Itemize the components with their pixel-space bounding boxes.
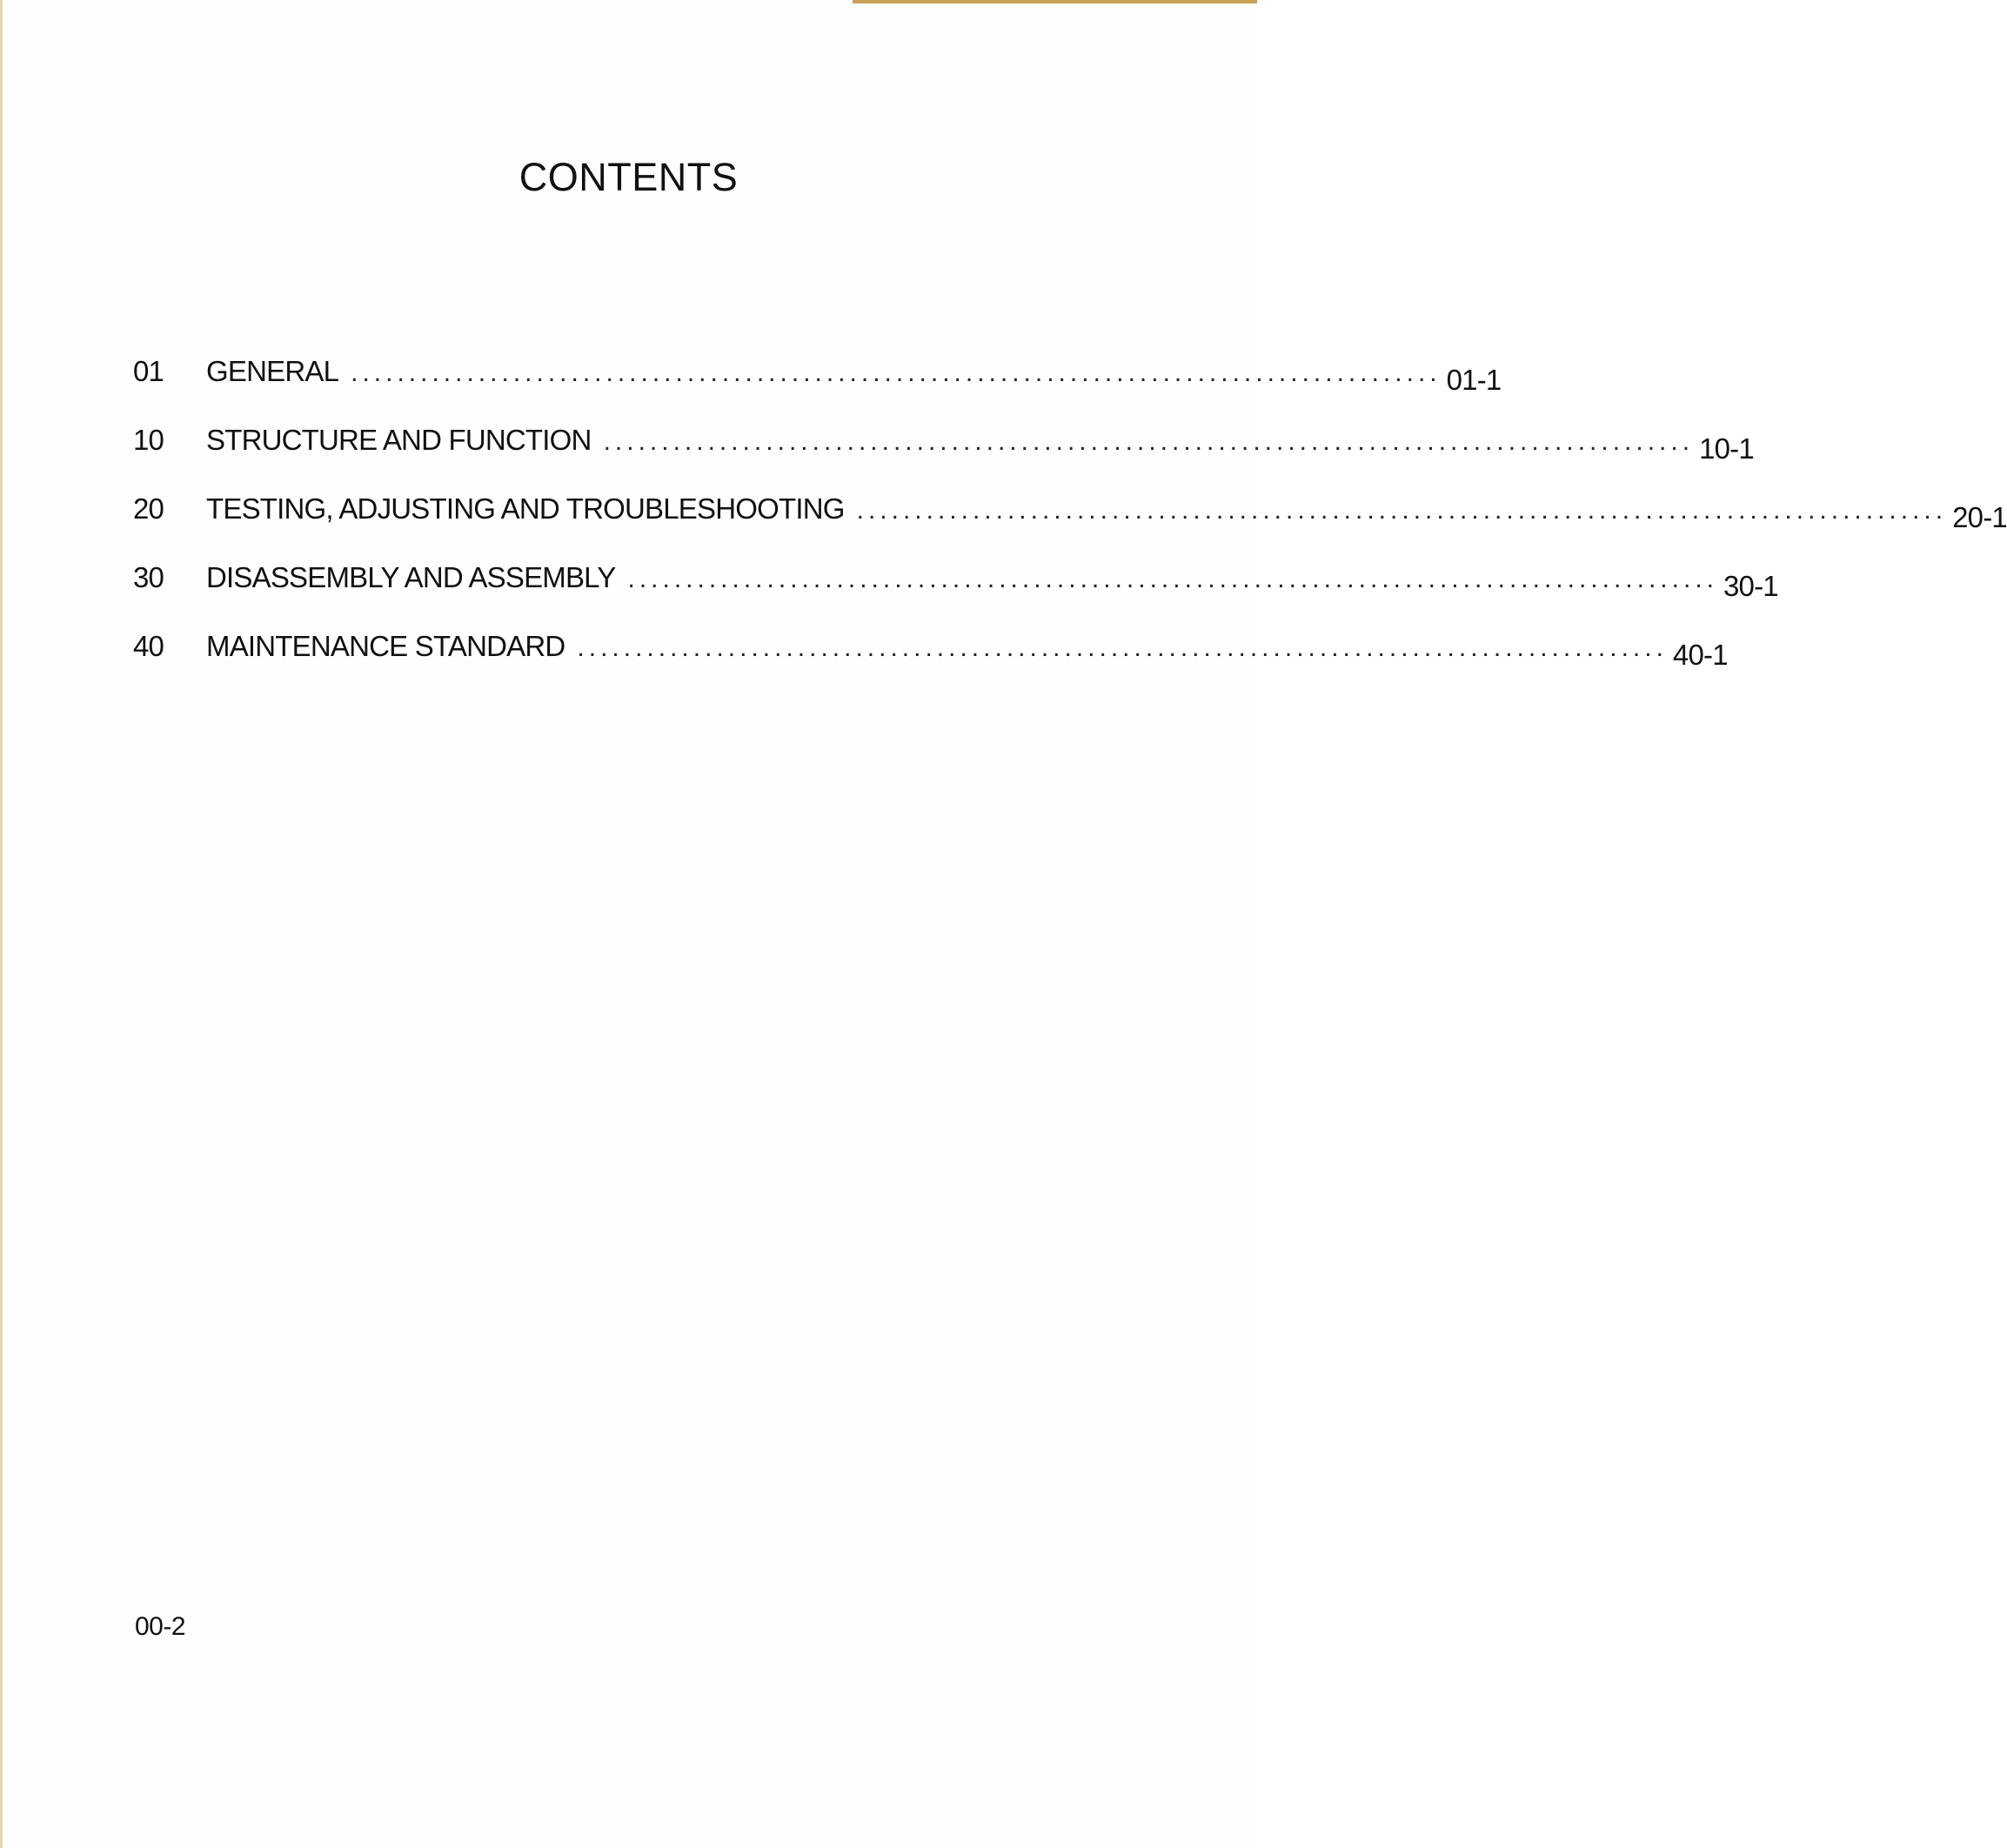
toc-entry-page: 40-1 <box>1672 639 1728 671</box>
page-edge-top <box>853 0 1257 3</box>
page-title: CONTENTS <box>518 155 739 199</box>
toc-entry-number: 10 <box>133 424 164 456</box>
toc-entry-page: 10-1 <box>1699 432 1754 465</box>
toc-entry-general <box>133 355 1502 424</box>
page-edge-left <box>0 0 3 1848</box>
toc-entry-label: TESTING, ADJUSTING AND TROUBLESHOOTING <box>206 492 845 525</box>
dot-leader: .............................................................................................. <box>603 427 1695 456</box>
dot-leader: .............................................................................................. <box>351 358 1442 387</box>
toc-entry-structure-and-function <box>133 424 1754 492</box>
toc-entry-page: 01-1 <box>1446 364 1502 396</box>
toc-entry-testing-adjusting <box>133 492 2007 561</box>
dot-leader: .............................................................................................. <box>577 633 1668 662</box>
toc-entry-label: MAINTENANCE STANDARD <box>206 630 565 662</box>
toc-entry-label: GENERAL <box>206 355 339 387</box>
toc-entry-number: 30 <box>133 561 164 593</box>
toc-entry-page: 20-1 <box>1952 501 2007 533</box>
dot-leader: .............................................................................................. <box>627 565 1718 593</box>
toc-entry-disassembly-and-assembly <box>133 561 1778 630</box>
toc-entry-number: 01 <box>133 355 164 387</box>
table-of-contents <box>133 355 2007 699</box>
dot-leader: .............................................................................................. <box>856 496 1948 525</box>
toc-entry-number: 40 <box>133 630 164 662</box>
toc-entry-page: 30-1 <box>1723 570 1778 602</box>
toc-entry-number: 20 <box>133 492 164 525</box>
page-number: 00-2 <box>135 1612 186 1641</box>
toc-entry-label: DISASSEMBLY AND ASSEMBLY <box>206 561 616 593</box>
toc-entry-label: STRUCTURE AND FUNCTION <box>206 424 592 456</box>
toc-entry-maintenance-standard <box>133 630 1728 699</box>
